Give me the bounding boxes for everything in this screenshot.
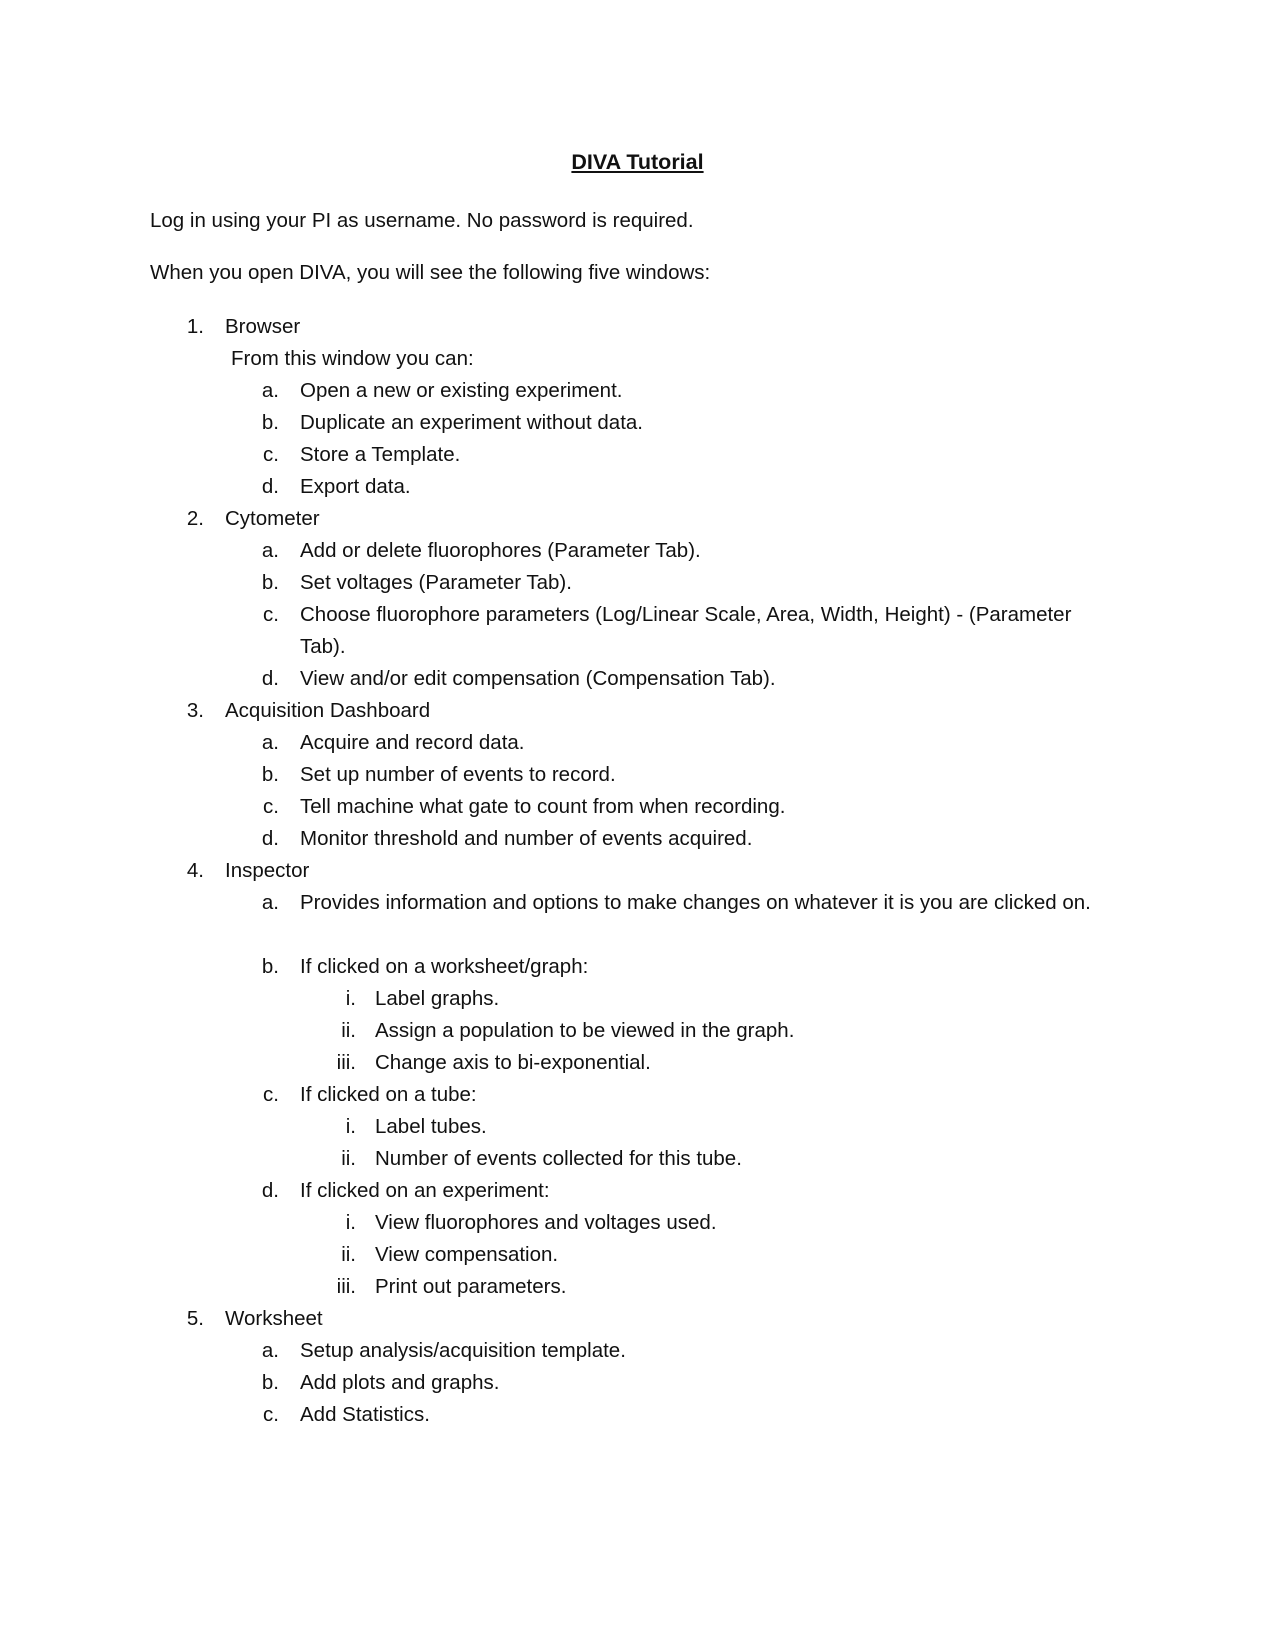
- windows-intro: When you open DIVA, you will see the following five windows:: [150, 261, 711, 284]
- list-item-text: Worksheet: [225, 1307, 323, 1330]
- list-item: [0, 663, 1275, 695]
- list-marker: b.: [261, 411, 279, 434]
- list-marker: b.: [261, 763, 279, 786]
- list-marker: c.: [263, 443, 279, 466]
- list-item-text: Duplicate an experiment without data.: [300, 411, 644, 434]
- list-item-text: Export data.: [300, 475, 411, 498]
- list-item-text: Set voltages (Parameter Tab).: [300, 571, 572, 594]
- list-item-text: Add Statistics.: [300, 1403, 430, 1426]
- list-item-text: View and/or edit compensation (Compensation Tab).: [300, 667, 776, 690]
- list-marker: i.: [345, 1211, 356, 1234]
- windows-outline-list: [0, 311, 1275, 1431]
- list-item-text: Set up number of events to record.: [300, 763, 616, 786]
- list-marker: c.: [263, 603, 279, 626]
- list-item-text: Browser: [225, 315, 301, 338]
- list-item-text: Acquisition Dashboard: [225, 699, 431, 722]
- list-item-text: Add plots and graphs.: [300, 1371, 500, 1394]
- list-marker: 3.: [186, 699, 204, 722]
- login-instruction: Log in using your PI as username. No password is required.: [150, 209, 694, 232]
- list-item-text: Provides information and options to make changes on whatever it is you are clicked on.: [300, 891, 1091, 914]
- document-title: DIVA Tutorial: [571, 150, 704, 174]
- list-marker: 2.: [186, 507, 204, 530]
- list-item: [0, 535, 1275, 567]
- sub-list-item: [0, 1239, 1275, 1271]
- list-item-text: Choose fluorophore parameters (Log/Linear Scale, Area, Width, Height) - (Parameter Tab).: [300, 603, 1072, 658]
- list-item-text: Number of events collected for this tube.: [375, 1147, 742, 1170]
- list-item: [0, 1399, 1275, 1431]
- list-marker: b.: [261, 1371, 279, 1394]
- list-item: [0, 567, 1275, 599]
- sub-list-item: [0, 983, 1275, 1015]
- sub-list-item: [0, 1271, 1275, 1303]
- list-marker: a.: [261, 731, 279, 754]
- list-marker: a.: [261, 379, 279, 402]
- list-item-text: Acquire and record data.: [300, 731, 525, 754]
- list-item-text: Store a Template.: [300, 443, 461, 466]
- list-item: [0, 471, 1275, 503]
- list-item-text: Setup analysis/acquisition template.: [300, 1339, 626, 1362]
- list-marker: a.: [261, 891, 279, 914]
- list-item-text: Monitor threshold and number of events acquired.: [300, 827, 753, 850]
- list-marker: 5.: [186, 1307, 204, 1330]
- list-item-text: Label tubes.: [375, 1115, 487, 1138]
- list-item-text: Tell machine what gate to count from when recording.: [300, 795, 786, 818]
- list-marker: c.: [263, 1403, 279, 1426]
- list-marker: b.: [261, 955, 279, 978]
- list-item-text: Label graphs.: [375, 987, 500, 1010]
- list-item-text: Change axis to bi-exponential.: [375, 1051, 651, 1074]
- list-item-text: If clicked on a tube:: [300, 1083, 477, 1106]
- list-marker: i.: [345, 1115, 356, 1138]
- list-marker: d.: [261, 667, 279, 690]
- list-item: [0, 823, 1275, 855]
- sub-list-item: [0, 1047, 1275, 1079]
- list-marker: 4.: [186, 859, 204, 882]
- list-item-text: If clicked on an experiment:: [300, 1179, 550, 1202]
- list-marker: i.: [345, 987, 356, 1010]
- list-marker: a.: [261, 539, 279, 562]
- list-marker: iii.: [336, 1051, 356, 1074]
- section-heading: [0, 1303, 1275, 1335]
- list-item-text: If clicked on a worksheet/graph:: [300, 955, 589, 978]
- list-marker: a.: [261, 1339, 279, 1362]
- sub-list-item: [0, 1111, 1275, 1143]
- list-marker: c.: [263, 1083, 279, 1106]
- list-item-text: Add or delete fluorophores (Parameter Tab).: [300, 539, 701, 562]
- list-item: [0, 1079, 1275, 1111]
- list-marker: b.: [261, 571, 279, 594]
- list-item-text: Cytometer: [225, 507, 320, 530]
- list-item-text: Assign a population to be viewed in the graph.: [375, 1019, 795, 1042]
- list-item-text: From this window you can:: [231, 347, 474, 370]
- section-heading: [0, 695, 1275, 727]
- sub-list-item: [0, 1015, 1275, 1047]
- list-item: [0, 1367, 1275, 1399]
- list-item: [0, 407, 1275, 439]
- list-item: [0, 599, 1275, 663]
- list-item: [0, 1335, 1275, 1367]
- list-item: [0, 727, 1275, 759]
- list-marker: ii.: [341, 1147, 356, 1170]
- list-marker: ii.: [341, 1243, 356, 1266]
- list-item-text: View fluorophores and voltages used.: [375, 1211, 717, 1234]
- list-item-text: View compensation.: [375, 1243, 559, 1266]
- sub-list-item: [0, 1143, 1275, 1175]
- list-marker: c.: [263, 795, 279, 818]
- list-item: [0, 791, 1275, 823]
- list-item: [0, 1175, 1275, 1207]
- list-marker: ii.: [341, 1019, 356, 1042]
- list-item: [0, 951, 1275, 983]
- section-heading: [0, 311, 1275, 343]
- list-item-text: Print out parameters.: [375, 1275, 567, 1298]
- list-item: [0, 759, 1275, 791]
- section-intro: [0, 343, 1275, 375]
- list-marker: d.: [261, 1179, 279, 1202]
- list-item-text: Inspector: [225, 859, 310, 882]
- list-marker: iii.: [336, 1275, 356, 1298]
- list-marker: 1.: [186, 315, 204, 338]
- list-marker: d.: [261, 827, 279, 850]
- list-item: [0, 439, 1275, 471]
- section-heading: [0, 503, 1275, 535]
- list-item-text: Open a new or existing experiment.: [300, 379, 623, 402]
- list-item: [0, 887, 1275, 951]
- sub-list-item: [0, 1207, 1275, 1239]
- section-heading: [0, 855, 1275, 887]
- list-item: [0, 375, 1275, 407]
- list-marker: d.: [261, 475, 279, 498]
